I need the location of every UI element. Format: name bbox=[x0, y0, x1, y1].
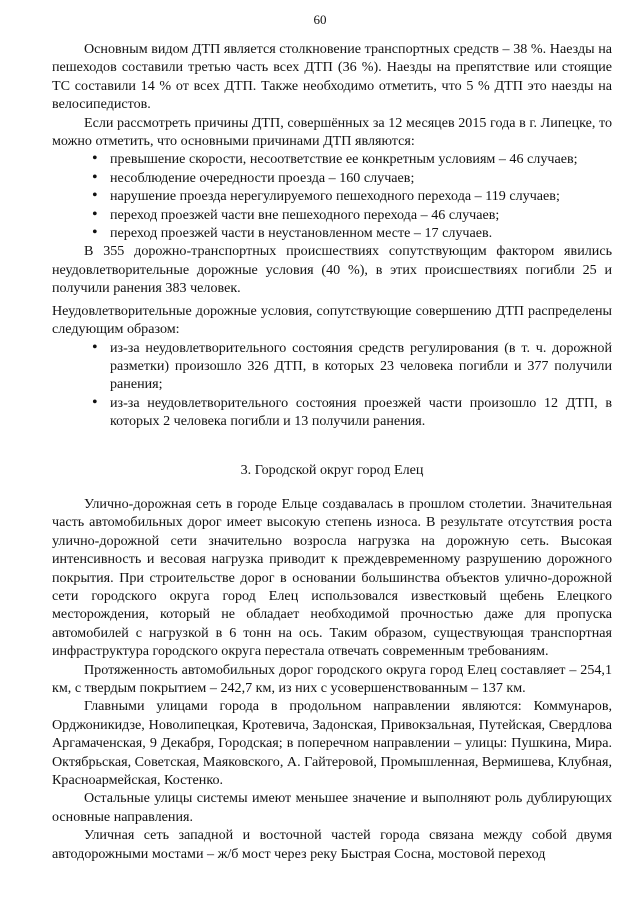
bullet-icon: • bbox=[92, 205, 98, 223]
bullet-icon: • bbox=[92, 393, 98, 411]
list-item: • из-за неудовлетворительного состояния проезжей части произошло 12 ДТП, в которых 2 человека погибли и 13 получили ранения. bbox=[92, 393, 612, 430]
paragraph-road-network: Улично-дорожная сеть в городе Ельце создавалась в прошлом столетии. Значительная часть автомобильных дорог имеет высокую степень износа. В результате отсутствия роста улично-дорожной сети значительно возросла нагрузка на дорожную сеть. Высокая интенсивность и весовая нагрузка приводит к преждевременному разрушению дорожного покрытия. При строительстве дорог в основании большинства объектов улично-дорожной сети городского округа город Елец использовался известковый щебень Елецкого месторождения, который не обладает необходимой прочностью даже для пропуска автомобилей с нагрузкой в 6 тонн на ось. Таким образом, существующая транспортная инфраструктура городского округа перестала отвечать современным требованиям. bbox=[52, 495, 612, 660]
bullet-icon: • bbox=[92, 187, 98, 205]
page-number: 60 bbox=[313, 12, 327, 27]
list-item: • несоблюдение очередности проезда – 160 случаев; bbox=[92, 168, 415, 186]
list-item: • превышение скорости, несоответствие ее конкретным условиям – 46 случаев; bbox=[92, 150, 578, 168]
paragraph-main-streets: Главными улицами города в продольном направлении являются: Коммунаров, Орджоникидзе, Новолипецкая, Кротевича, Задонская, Привокзальная, Путейская, Свердлова Аргамаченская, 9 Декабря, Городская; в поперечном направлении – улицы: Пушкина, Мира. Октябрьская, Советская, Маяковского, А. Гайтеровой, Промышленная, Вермишева, Клубная, Красноармейская, Костенко. bbox=[52, 698, 612, 789]
paragraph-accident-causes-intro: Если рассмотреть причины ДТП, совершённых за 12 месяцев 2015 года в г. Липецке, то можно отметить, что основными причинами ДТП являются: bbox=[52, 114, 612, 150]
section-heading-yelets: 3. Городской округ город Елец bbox=[240, 461, 424, 478]
bullet-icon: • bbox=[92, 338, 98, 356]
paragraph-bridges: Уличная сеть западной и восточной частей города связана между собой двумя автодорожными мостами – ж/б мост через реку Быстрая Сосна, мостовой переход bbox=[52, 827, 612, 862]
list-item: • нарушение проезда нерегулируемого пешеходного перехода – 119 случаев; bbox=[92, 187, 560, 205]
paragraph-road-length: Протяженность автомобильных дорог городского округа город Елец составляет – 254,1 км, с твердым покрытием – 242,7 км, из них с усовершенствованным – 137 км. bbox=[52, 661, 612, 696]
road-conditions-list bbox=[52, 339, 612, 431]
paragraph-other-streets: Остальные улицы системы имеют меньшее значение и выполняют роль дублирующих основные направления. bbox=[52, 790, 612, 825]
accident-causes-list bbox=[52, 150, 612, 242]
bullet-icon: • bbox=[92, 150, 98, 168]
list-item: • переход проезжей части вне пешеходного перехода – 46 случаев; bbox=[92, 205, 500, 223]
paragraph-conditions-intro: Неудовлетворительные дорожные условия, сопутствующие совершению ДТП распределены следующим образом: bbox=[52, 302, 612, 338]
bullet-icon: • bbox=[92, 168, 98, 186]
bullet-icon: • bbox=[92, 224, 98, 242]
document-body bbox=[52, 40, 612, 863]
list-item: • из-за неудовлетворительного состояния средств регулирования (в т. ч. дорожной разметки) произошло 326 ДТП, в которых 23 человека погибли и 377 получили ранения; bbox=[92, 338, 612, 393]
list-item: • переход проезжей части в неустановленном месте – 17 случаев. bbox=[92, 224, 493, 242]
paragraph-road-conditions: В 355 дорожно-транспортных происшествиях сопутствующим фактором явились неудовлетворительные дорожные условия (40 %), в этих происшествиях погибли 25 и получили ранения 383 человек. bbox=[52, 243, 612, 297]
paragraph-collision-types: Основным видом ДТП является столкновение транспортных средств – 38 %. Наезды на пешеходов составили третью часть всех ДТП (36 %). Наезды на препятствие или стоящие ТС составили 14 % от всех ДТП. Также необходимо отметить, что 5 % ДТП это наезды на велосипедистов. bbox=[52, 41, 612, 113]
